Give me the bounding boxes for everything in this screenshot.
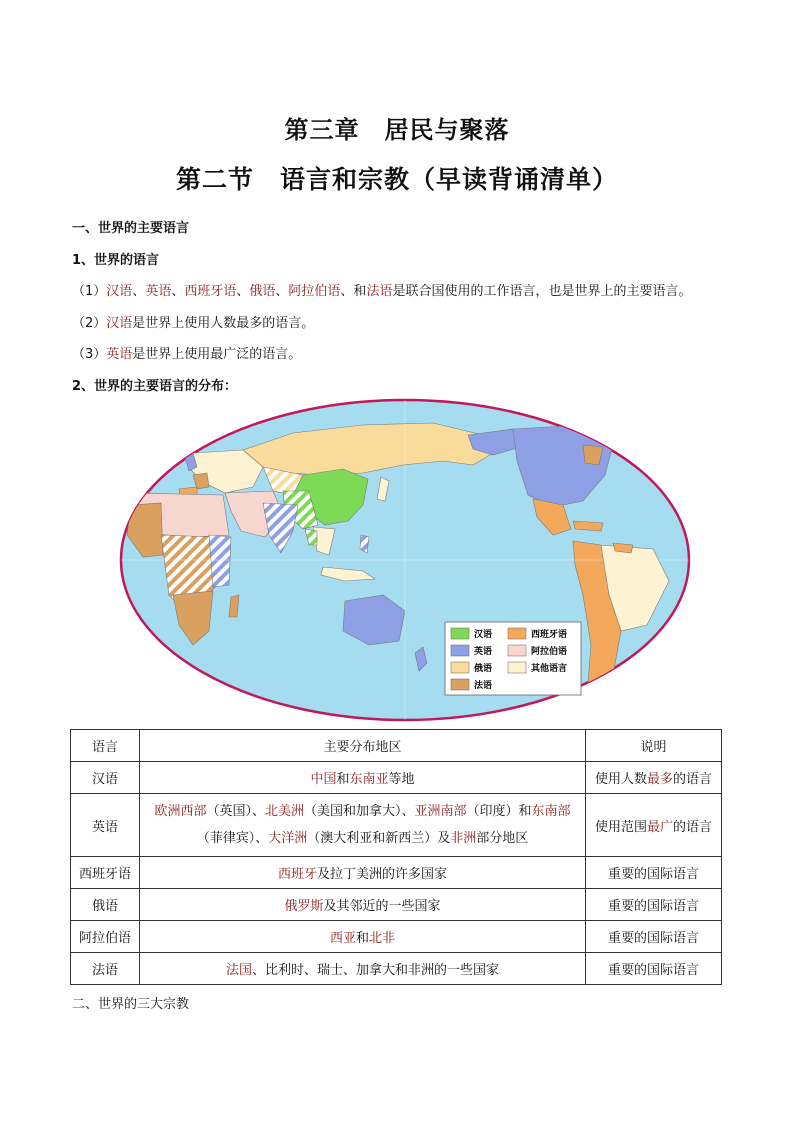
world-language-map [113, 395, 698, 725]
cell-language: 俄语 [71, 889, 140, 921]
legend-swatch-chinese [451, 628, 469, 639]
legend-label-other: 其他语言 [531, 664, 568, 674]
header-region: 主要分布地区 [140, 730, 586, 762]
subheading-world-languages: 1、世界的语言 [72, 253, 160, 268]
subheading-distribution: 2、世界的主要语言的分布： [72, 379, 238, 394]
table-row [71, 794, 722, 857]
header-language: 语言 [71, 730, 140, 762]
paragraph-english: （3）英语是世界上使用最广泛的语言。 [72, 347, 302, 362]
legend-label-chinese: 汉语 [474, 630, 493, 640]
cell-note: 使用范围最广的语言 [586, 794, 722, 857]
legend-swatch-english [451, 645, 469, 656]
cell-note: 重要的国际语言 [586, 857, 722, 889]
header-note: 说明 [586, 730, 722, 762]
table-row [71, 953, 722, 985]
cell-language: 英语 [71, 794, 140, 857]
table-row [71, 762, 722, 794]
cell-note: 使用人数最多的语言 [586, 762, 722, 794]
cell-note: 重要的国际语言 [586, 953, 722, 985]
chapter-title: 第三章 居民与聚落 [284, 116, 510, 144]
legend-swatch-russian [451, 662, 469, 673]
cell-language: 阿拉伯语 [71, 921, 140, 953]
legend-label-french: 法语 [474, 681, 493, 691]
legend-label-arabic: 阿拉伯语 [531, 647, 568, 657]
cell-note: 重要的国际语言 [586, 889, 722, 921]
paragraph-un-languages: （1）汉语、英语、西班牙语、俄语、阿拉伯语、和法语是联合国使用的工作语言，也是世界上的主要语言。 [72, 284, 692, 299]
map-legend [445, 622, 581, 695]
paragraph-chinese: （2）汉语是世界上使用人数最多的语言。 [72, 316, 315, 331]
heading-religions: 二、世界的三大宗教 [72, 997, 190, 1012]
table-header-row [71, 730, 722, 762]
section-title: 第二节 语言和宗教（早读背诵清单） [175, 165, 618, 194]
region-east-africa [209, 535, 231, 587]
table-row [71, 857, 722, 889]
cell-region: 俄罗斯及其邻近的一些国家 [140, 889, 586, 921]
legend-swatch-spanish [508, 628, 526, 639]
region-greenland [593, 413, 639, 435]
cell-note: 重要的国际语言 [586, 921, 722, 953]
legend-swatch-arabic [508, 645, 526, 656]
cell-region: 西亚和北非 [140, 921, 586, 953]
cell-language: 法语 [71, 953, 140, 985]
cell-region: 欧洲西部（英国）、北美洲（美国和加拿大）、亚洲南部（印度）和东南部 （菲律宾）、大洋洲（澳大利亚和新西兰）及非洲部分地区 [140, 794, 586, 857]
language-table [70, 729, 722, 985]
table-row [71, 889, 722, 921]
legend-swatch-french [451, 679, 469, 690]
cell-language: 汉语 [71, 762, 140, 794]
table-row [71, 921, 722, 953]
cell-language: 西班牙语 [71, 857, 140, 889]
heading-languages: 一、世界的主要语言 [72, 221, 190, 236]
cell-region: 西班牙及拉丁美洲的许多国家 [140, 857, 586, 889]
legend-label-spanish: 西班牙语 [531, 630, 568, 640]
legend-swatch-other [508, 662, 526, 673]
legend-label-english: 英语 [474, 647, 493, 657]
legend-label-russian: 俄语 [474, 664, 493, 674]
cell-region: 法国、比利时、瑞士、加拿大和非洲的一些国家 [140, 953, 586, 985]
cell-region: 中国和东南亚等地 [140, 762, 586, 794]
